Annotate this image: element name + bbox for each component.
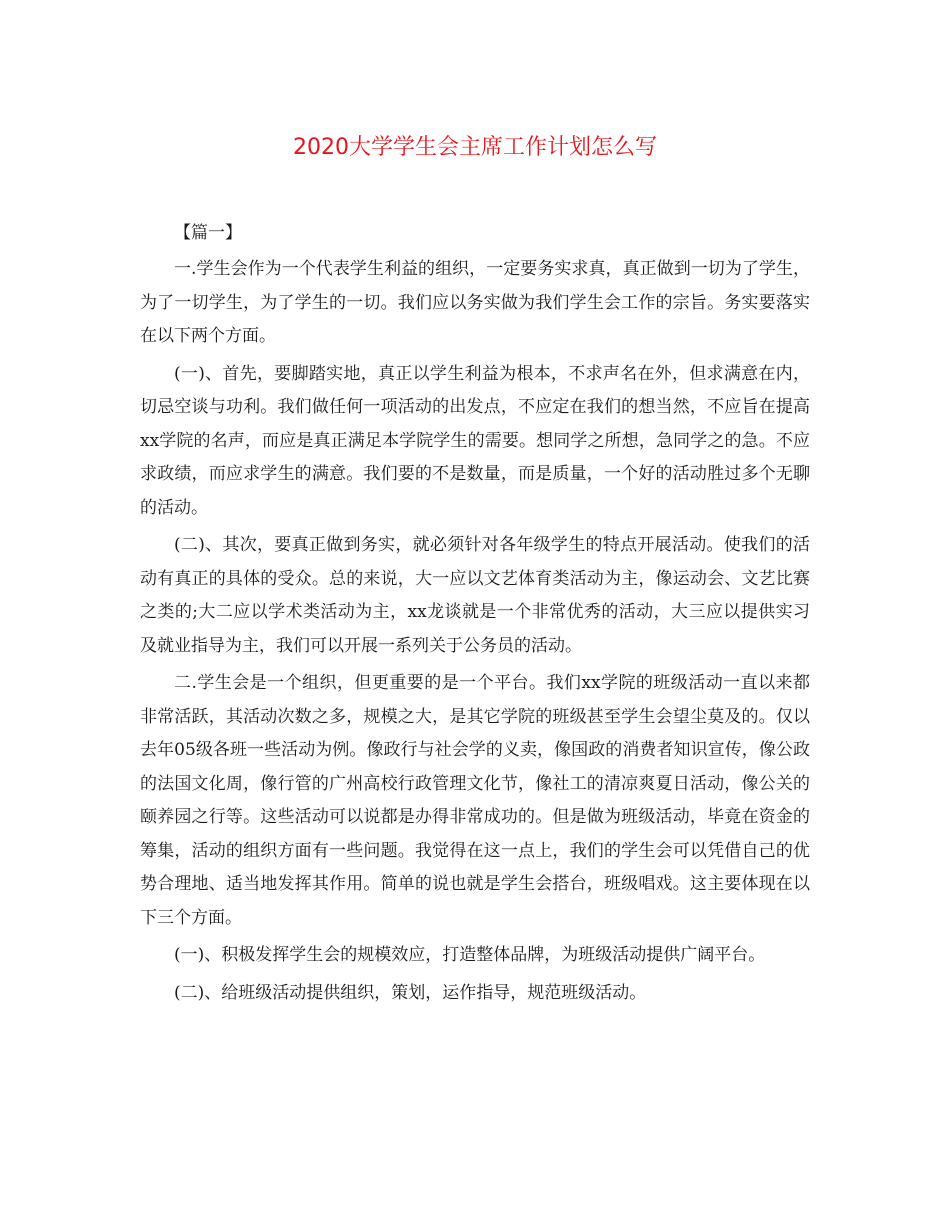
paragraph-3: (二)、其次，要真正做到务实，就必须针对各年级学生的特点开展活动。使我们的活动有真正的具体的受众。总的来说，大一应以文艺体育类活动为主，像运动会、文艺比赛之类的;大二应以学术类活动为主，xx龙谈就是一个非常优秀的活动，大三应以提供实习及就业指导为主，我们可以开展一系列关于公务员的活动。 xyxy=(140,535,810,656)
document-body xyxy=(140,216,810,1014)
paragraph-1: 一.学生会作为一个代表学生利益的组织，一定要务实求真，真正做到一切为了学生，为了一切学生，为了学生的一切。我们应以务实做为我们学生会工作的宗旨。务实要落实在以下两个方面。 xyxy=(140,259,810,346)
section-label: 【篇一】 xyxy=(174,223,242,243)
paragraph-2: (一)、首先，要脚踏实地，真正以学生利益为根本，不求声名在外，但求满意在内，切忌空谈与功利。我们做任何一项活动的出发点，不应定在我们的想当然，不应旨在提高xx学院的名声，而应是真正满足本学院学生的需要。想同学之所想，急同学之的急。不应求政绩，而应求学生的满意。我们要的不是数量，而是质量，一个好的活动胜过多个无聊的活动。 xyxy=(140,363,810,518)
paragraph-6: (二)、给班级活动提供组织，策划，运作指导，规范班级活动。 xyxy=(174,982,647,1003)
paragraph-5: (一)、积极发挥学生会的规模效应，打造整体品牌，为班级活动提供广阔平台。 xyxy=(174,945,766,965)
document-title: 2020大学学生会主席工作计划怎么写 xyxy=(293,135,657,160)
paragraph-4: 二.学生会是一个组织，但更重要的是一个平台。我们xx学院的班级活动一直以来都非常活跃，其活动次数之多，规模之大，是其它学院的班级甚至学生会望尘莫及的。仅以去年05级各班一些活动为例。像政行与社会学的义卖，像国政的消费者知识宣传，像公政的法国文化周，像行管的广州高校行政管理文化节，像社工的清凉爽夏日活动，像公关的颐养园之行等。这些活动可以说都是办得非常成功的。但是做为班级活动，毕竟在资金的筹集，活动的组织方面有一些问题。我觉得在这一点上，我们的学生会可以凭借自己的优势合理地、适当地发挥其作用。简单的说也就是学生会搭台，班级唱戏。这主要体现在以下三个方面。 xyxy=(140,673,810,928)
